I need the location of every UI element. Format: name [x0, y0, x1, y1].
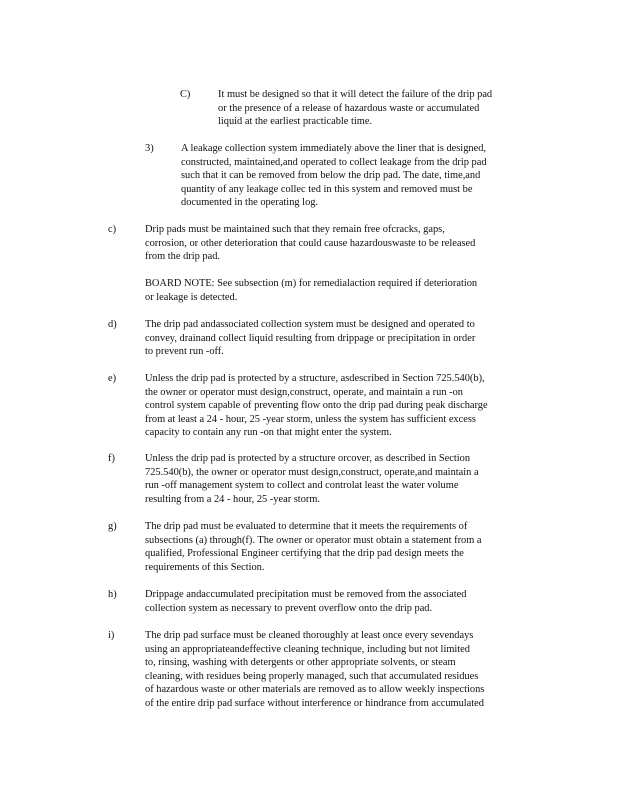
text-line: to, rinsing, washing with detergents or other appropriate solvents, or steam — [145, 657, 456, 669]
text-line: Drip pads must be maintained such that they remain free ofcracks, gaps, — [145, 224, 445, 235]
text-line: collection system as necessary to prevent overflow onto the drip pad. — [145, 602, 433, 614]
item-marker: d) — [108, 319, 117, 330]
text-line: run -off management system to collect and controlat least the water volume — [145, 480, 459, 492]
item-marker: 3) — [145, 143, 154, 154]
item-marker: c) — [108, 224, 117, 235]
item-text — [145, 372, 488, 440]
text-line: documented in the operating log. — [181, 197, 319, 209]
text-line: to prevent run -off. — [145, 346, 224, 358]
text-line: of the entire drip pad surface without interference or hindrance from accumulated — [145, 697, 484, 709]
item-text — [145, 520, 482, 574]
text-line: subsections (a) through(f). The owner or operator must obtain a statement from a — [145, 534, 482, 546]
text-line: from the drip pad. — [145, 251, 221, 263]
text-line: capacity to contain any run -on that might enter the system. — [145, 427, 392, 439]
text-line: control system capable of preventing flow onto the drip pad during peak discharge — [145, 400, 488, 412]
text-line: The drip pad andassociated collection system must be designed and operated to — [145, 319, 475, 330]
item-text — [145, 223, 475, 264]
item-text — [145, 318, 475, 359]
text-line: or leakage is detected. — [145, 291, 238, 303]
text-line: resulting from a 24 - hour, 25 -year storm. — [145, 493, 321, 505]
item-marker: C) — [180, 89, 191, 100]
text-line: 725.540(b), the owner or operator must design,construct, operate,and maintain a — [145, 466, 479, 478]
item-marker: h) — [108, 589, 117, 600]
text-line: quantity of any leakage collec ted in this system and removed must be — [181, 183, 473, 195]
text-line: convey, drainand collect liquid resulting from drippage or precipitation in order — [145, 332, 476, 344]
text-line: requirements of this Section. — [145, 561, 265, 573]
item-text — [145, 629, 484, 711]
item-text — [181, 142, 487, 210]
item-marker: e) — [108, 373, 117, 384]
text-line: constructed, maintained,and operated to collect leakage from the drip pad — [181, 156, 487, 168]
item-text — [145, 452, 479, 506]
text-line: from at least a 24 - hour, 25 -year storm, unless the system has sufficient excess — [145, 413, 476, 425]
text-line: the owner or operator must design,construct, operate, and maintain a run -on — [145, 386, 463, 398]
text-line: using an appropriateandeffective cleaning technique, including but not limited — [145, 643, 470, 655]
item-marker: f) — [108, 453, 115, 464]
item-text — [145, 277, 477, 304]
text-line: or the presence of a release of hazardous waste or accumulated — [218, 102, 480, 114]
text-line: cleaning, with residues being properly managed, such that accumulated residues — [145, 670, 479, 682]
text-line: such that it can be removed from below the drip pad. The date, time,and — [181, 170, 481, 182]
text-line: corrosion, or other deterioration that could cause hazardouswaste to be released — [145, 237, 476, 249]
item-text — [218, 88, 492, 129]
item-text — [145, 588, 466, 615]
item-marker: i) — [108, 630, 115, 641]
text-line: Unless the drip pad is protected by a structure, asdescribed in Section 725.540(b), — [145, 373, 485, 384]
text-line: Drippage andaccumulated precipitation must be removed from the associated — [145, 589, 467, 600]
text-line: liquid at the earliest practicable time. — [218, 116, 373, 128]
text-line: qualified, Professional Engineer certifying that the drip pad design meets the — [145, 548, 464, 560]
text-line: of hazardous waste or other materials are removed as to allow weekly inspections — [145, 684, 485, 696]
text-line: A leakage collection system immediately above the liner that is designed, — [181, 143, 486, 154]
text-line: The drip pad must be evaluated to determine that it meets the requirements of — [145, 521, 468, 532]
item-marker: g) — [108, 521, 117, 532]
text-line: The drip pad surface must be cleaned thoroughly at least once every sevendays — [145, 630, 474, 641]
text-line: It must be designed so that it will detect the failure of the drip pad — [218, 89, 493, 100]
text-line: BOARD NOTE: See subsection (m) for remedialaction required if deterioration — [145, 278, 478, 289]
text-line: Unless the drip pad is protected by a structure orcover, as described in Section — [145, 453, 471, 464]
